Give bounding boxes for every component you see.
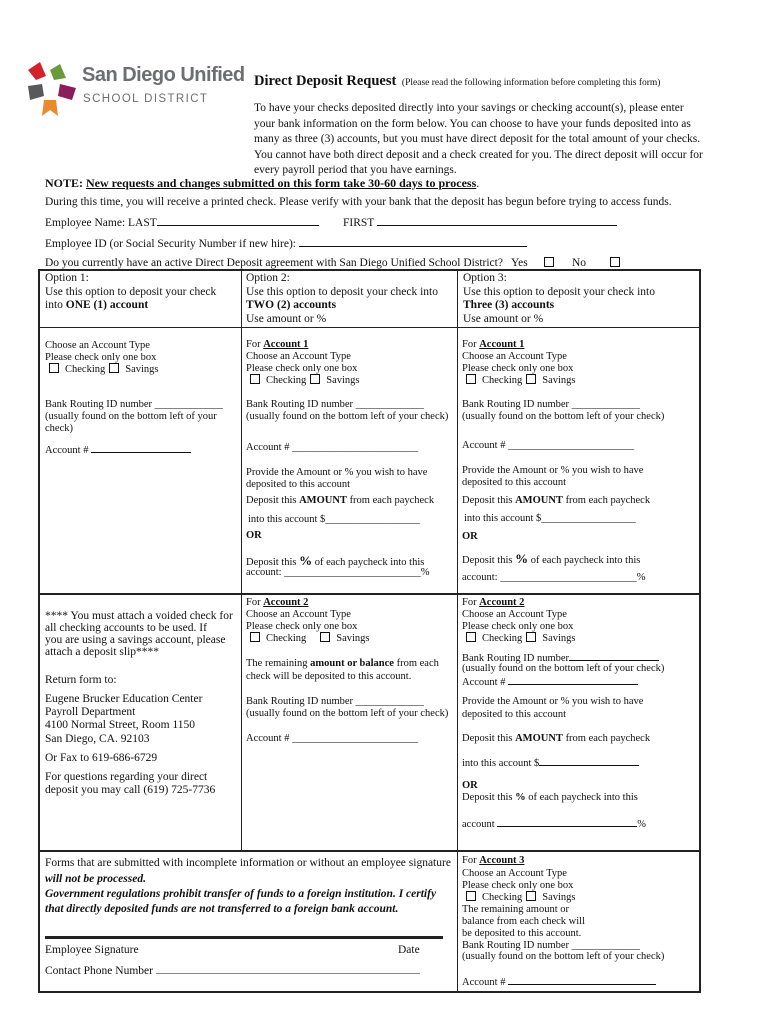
option3-title: Option 3: — [463, 272, 507, 284]
account-type-choice — [462, 632, 576, 646]
incomplete-warning: Forms that are submitted with incomplete information or without an employee signature — [45, 857, 451, 869]
intro-line: your bank information on the form below. You can choose to have your funds deposited into as — [254, 118, 691, 130]
no-option[interactable] — [572, 256, 626, 270]
text-fragment: _____________ — [571, 940, 640, 951]
blank-line[interactable] — [497, 816, 637, 827]
not-processed-text: will not be processed. — [45, 873, 146, 885]
text-fragment: Deposit this — [462, 733, 516, 744]
employee-id-label: Employee ID (or Social Security Number if new hire): — [45, 238, 297, 250]
text-fragment: Deposit this — [246, 495, 300, 506]
remaining-text: be deposited to this account. — [462, 928, 582, 939]
certification-text: Government regulations prohibit transfer of funds to a foreign institution. I certify — [45, 888, 437, 900]
table-border — [38, 269, 700, 271]
provide-amount-text: deposited to this account — [246, 479, 351, 490]
signature-label: Employee Signature — [45, 944, 139, 956]
provide-amount-text: deposited to this account — [462, 477, 567, 488]
account-type-label: Choose an Account Type — [462, 351, 567, 362]
text-fragment: For — [246, 339, 261, 350]
account-type-choice — [246, 374, 360, 388]
option1-title: Option 1: — [45, 272, 89, 284]
deposit-amount-text — [246, 494, 434, 508]
option3-desc: Use amount or % — [463, 313, 544, 325]
blank-line[interactable] — [508, 674, 638, 685]
checking-checkbox[interactable] — [466, 632, 476, 642]
text-fragment: Savings — [326, 375, 360, 386]
account-number-field[interactable] — [462, 674, 638, 690]
no-label: No — [572, 257, 587, 269]
text-fragment: _____________ — [355, 399, 424, 410]
text-fragment: Bank Routing ID number — [462, 940, 570, 951]
text-fragment: Bank Routing ID number — [246, 399, 354, 410]
note-label: NOTE: — [45, 176, 84, 190]
account-type-choice — [45, 363, 159, 377]
text-fragment: into this account $ — [462, 758, 540, 769]
routing-hint: (usually found on the bottom left of your check) — [246, 708, 449, 719]
text-fragment: Checking — [266, 375, 307, 386]
remaining-text: balance from each check will — [462, 916, 586, 927]
account-type-label: Choose an Account Type — [45, 340, 150, 351]
text-fragment: Account 2 — [479, 597, 525, 608]
option2-title: Option 2: — [246, 272, 290, 284]
blank-line[interactable] — [508, 974, 656, 985]
text-fragment: will not be processed — [45, 873, 144, 885]
check-one-label: Please check only one box — [462, 880, 574, 891]
provide-amount-text: Provide the Amount or % you wish to have — [462, 465, 644, 476]
text-fragment: ONE (1) account — [65, 299, 149, 311]
district-logo-icon — [26, 60, 80, 122]
text-fragment: __________________________% — [500, 572, 646, 583]
attach-note: attach a deposit slip**** — [45, 646, 160, 658]
text-fragment: Bank Routing ID number — [45, 399, 153, 410]
text-fragment: Account # — [246, 442, 290, 453]
deposit-amount-text — [462, 494, 650, 508]
text-fragment: Checking — [482, 633, 523, 644]
logo-subtitle: SCHOOL DISTRICT — [83, 93, 209, 105]
routing-hint: (usually found on the bottom left of your check) — [462, 951, 665, 962]
text-fragment: into — [45, 299, 66, 311]
or-label: OR — [462, 531, 478, 542]
check-one-label: Please check only one box — [462, 363, 574, 374]
attach-note: you are using a savings account, please — [45, 634, 226, 646]
percent-field[interactable] — [462, 571, 645, 585]
account-type-label: Choose an Account Type — [246, 351, 351, 362]
text-fragment: Account # — [462, 440, 506, 451]
percent-field[interactable] — [246, 566, 429, 580]
text-fragment: For — [246, 597, 261, 608]
blank-line[interactable] — [569, 650, 659, 661]
option1-desc: Use this option to deposit your check — [45, 286, 217, 298]
yes-checkbox[interactable] — [544, 257, 554, 267]
option2-desc: Use this option to deposit your check into — [246, 286, 438, 298]
active-question-text: Do you currently have an active Direct Deposit agreement with San Diego Unified School District? — [45, 257, 503, 269]
text-fragment: Deposit this — [462, 792, 516, 803]
routing-hint: (usually found on the bottom left of your check) — [462, 663, 665, 674]
yes-label: Yes — [511, 257, 528, 269]
or-label: OR — [462, 780, 478, 791]
account-type-label: Choose an Account Type — [462, 609, 567, 620]
text-fragment: account: — [462, 572, 498, 583]
row-divider — [38, 593, 700, 595]
provide-amount-text: Provide the Amount or % you wish to have — [246, 467, 428, 478]
row-divider — [38, 850, 700, 852]
employee-id-field[interactable] — [45, 236, 527, 251]
intro-line: To have your checks deposited directly into your savings or checking account(s), please enter — [254, 102, 684, 114]
text-fragment: Checking — [266, 633, 307, 644]
during-text: During this time, you will receive a printed check. Please verify with your bank that the deposit has begun before trying to access funds. — [45, 196, 672, 208]
text-fragment: % — [637, 819, 647, 830]
text-fragment: Contact Phone Number — [45, 965, 153, 977]
row-divider — [38, 327, 700, 328]
text-fragment: account — [462, 819, 495, 830]
savings-checkbox[interactable] — [320, 632, 330, 642]
text-fragment: Savings — [542, 892, 576, 903]
savings-checkbox[interactable] — [526, 374, 536, 384]
deposit-amount-text — [462, 732, 650, 746]
text-fragment: Account 1 — [479, 339, 525, 350]
blank-line[interactable] — [377, 215, 617, 226]
text-fragment: from each paycheck — [562, 495, 651, 506]
text-fragment: Savings — [125, 364, 159, 375]
text-fragment: from each paycheck — [346, 495, 435, 506]
account-number-field[interactable] — [462, 974, 656, 990]
option3-desc: Use this option to deposit your check into — [463, 286, 655, 298]
routing-hint: check) — [45, 423, 73, 434]
text-fragment: Deposit this — [246, 557, 300, 568]
fax-text: Or Fax to 619-686-6729 — [45, 752, 158, 764]
account-number-field[interactable] — [246, 732, 418, 746]
text-fragment: into this account $ — [464, 513, 542, 524]
savings-checkbox[interactable] — [310, 374, 320, 384]
option2-desc: Use amount or % — [246, 313, 327, 325]
savings-checkbox[interactable] — [526, 891, 536, 901]
signature-line[interactable] — [45, 936, 443, 939]
title-text: Direct Deposit Request — [254, 73, 397, 89]
text-fragment: _____________ — [355, 696, 424, 707]
text-fragment: amount or balance — [310, 658, 394, 669]
check-one-label: Please check only one box — [462, 621, 574, 632]
table-border — [38, 269, 40, 993]
note-end: . — [476, 176, 480, 190]
account-number-field[interactable] — [246, 441, 418, 455]
text-fragment: Checking — [482, 892, 523, 903]
address-line: 4100 Normal Street, Room 1150 — [45, 719, 196, 731]
text-fragment: % — [515, 792, 526, 803]
text-fragment: AMOUNT — [515, 733, 563, 744]
text-fragment: account: — [246, 567, 282, 578]
blank-line[interactable] — [157, 215, 319, 226]
checking-checkbox[interactable] — [250, 374, 260, 384]
text-fragment: __________________________% — [284, 567, 430, 578]
blank-line[interactable] — [91, 442, 191, 453]
note-text: New requests and changes submitted on this form take 30-60 days to process — [86, 176, 477, 190]
date-label: Date — [398, 944, 420, 956]
column-divider — [241, 269, 242, 850]
text-fragment: AMOUNT — [299, 495, 347, 506]
text-fragment: _____________ — [154, 399, 223, 410]
text-fragment: Savings — [542, 375, 576, 386]
no-checkbox[interactable] — [610, 257, 620, 267]
text-fragment: AMOUNT — [515, 495, 563, 506]
amount-field[interactable] — [464, 512, 636, 526]
return-label: Return form to: — [45, 674, 117, 686]
check-one-label: Please check only one box — [45, 352, 157, 363]
text-fragment: The remaining — [246, 658, 311, 669]
text-fragment: from each paycheck — [562, 733, 651, 744]
for-account-3 — [462, 854, 524, 868]
text-fragment: % — [299, 553, 313, 568]
routing-hint: (usually found on the bottom left of your check) — [246, 411, 449, 422]
text-fragment: % — [515, 551, 529, 566]
text-fragment: from each — [393, 658, 439, 669]
blank-line[interactable] — [156, 963, 420, 974]
account-number-field[interactable] — [45, 442, 191, 458]
text-fragment: Bank Routing ID number — [246, 696, 354, 707]
remaining-text: The remaining amount or — [462, 904, 570, 915]
contact-phone-field[interactable] — [45, 963, 420, 978]
or-label: OR — [246, 530, 262, 541]
remaining-text: check will be deposited to this account. — [246, 671, 412, 682]
text-fragment: __________________ — [325, 514, 420, 525]
title-note: (Please read the following information before completing this form) — [401, 78, 661, 88]
deposit-percent-text — [462, 791, 638, 805]
text-fragment: ________________________ — [508, 440, 635, 451]
text-fragment: Bank Routing ID number — [462, 399, 570, 410]
checking-checkbox[interactable] — [466, 374, 476, 384]
routing-hint: (usually found on the bottom left of your — [45, 411, 217, 422]
intro-line: every payroll period that you have earnings. — [254, 164, 457, 176]
last-name-label: Employee Name: LAST — [45, 217, 157, 229]
first-name-label: FIRST — [343, 217, 375, 229]
text-fragment: Bank Routing ID number — [462, 653, 570, 664]
savings-checkbox[interactable] — [109, 363, 119, 373]
text-fragment: _____________ — [571, 399, 640, 410]
text-fragment: Account 2 — [263, 597, 309, 608]
column-divider — [457, 269, 458, 993]
questions-text: For questions regarding your direct — [45, 771, 208, 783]
text-fragment: Account # — [45, 445, 89, 456]
text-fragment: For — [462, 597, 477, 608]
table-border — [699, 269, 701, 993]
text-fragment: Account # — [462, 977, 506, 988]
checking-checkbox[interactable] — [49, 363, 59, 373]
questions-text: deposit you may call (619) 725-7736 — [45, 784, 216, 796]
text-fragment: of each paycheck into this — [528, 555, 641, 566]
text-fragment: Checking — [482, 375, 523, 386]
routing-hint: (usually found on the bottom left of your check) — [462, 411, 665, 422]
checking-checkbox[interactable] — [466, 891, 476, 901]
percent-field[interactable] — [462, 816, 646, 832]
logo-name: San Diego Unified — [82, 64, 245, 86]
account-type-label: Choose an Account Type — [462, 868, 567, 879]
blank-line[interactable] — [299, 236, 527, 247]
employee-first-name-field[interactable] — [343, 215, 617, 230]
text-fragment: of each paycheck into this — [525, 792, 638, 803]
text-fragment: Deposit this — [462, 555, 516, 566]
text-fragment: Savings — [542, 633, 576, 644]
deposit-percent-text — [462, 552, 640, 568]
text-fragment: Account # — [246, 733, 290, 744]
checking-checkbox[interactable] — [250, 632, 260, 642]
account-number-field[interactable] — [462, 439, 634, 453]
text-fragment: into this account $ — [248, 514, 326, 525]
attach-note: all checking accounts to be used. If — [45, 622, 207, 634]
address-line: Payroll Department — [45, 706, 136, 718]
option3-desc: Three (3) accounts — [463, 299, 555, 311]
address-line: Eugene Brucker Education Center — [45, 693, 203, 705]
text-fragment: of each paycheck into this — [312, 557, 425, 568]
yes-option[interactable] — [511, 256, 560, 270]
provide-amount-text: Provide the Amount or % you wish to have — [462, 696, 644, 707]
text-fragment: ________________________ — [292, 442, 419, 453]
active-agreement-question — [45, 256, 503, 270]
option1-desc — [45, 298, 148, 312]
certification-text: that directly deposited funds are not transferred to a foreign bank account. — [45, 903, 399, 915]
check-one-label: Please check only one box — [246, 363, 358, 374]
intro-line: You cannot have both direct deposit and a check created for you. The direct deposit will occur for — [254, 149, 703, 161]
provide-amount-text: deposited to this account — [462, 709, 567, 720]
account-type-choice — [246, 632, 370, 646]
text-fragment: Account # — [462, 677, 506, 688]
processing-note — [45, 176, 479, 190]
amount-field[interactable] — [462, 755, 639, 771]
option2-desc: TWO (2) accounts — [246, 299, 337, 311]
employee-last-name-field[interactable] — [45, 215, 319, 230]
blank-line[interactable] — [539, 755, 639, 766]
account-type-label: Choose an Account Type — [246, 609, 351, 620]
text-fragment: For — [462, 339, 477, 350]
check-one-label: Please check only one box — [246, 621, 358, 632]
address-line: San Diego, CA. 92103 — [45, 733, 150, 745]
text-fragment: __________________ — [541, 513, 636, 524]
account-type-choice — [462, 374, 576, 388]
text-fragment: Account 1 — [263, 339, 309, 350]
remaining-text — [246, 657, 439, 671]
savings-checkbox[interactable] — [526, 632, 536, 642]
text-fragment: ________________________ — [292, 733, 419, 744]
text-fragment: Checking — [65, 364, 106, 375]
text-fragment: Savings — [336, 633, 370, 644]
table-border — [38, 991, 700, 993]
text-fragment: For — [462, 855, 477, 866]
text-fragment: Account 3 — [479, 855, 525, 866]
form-title — [254, 72, 660, 92]
text-fragment: Deposit this — [462, 495, 516, 506]
attach-note: **** You must attach a voided check for — [45, 610, 233, 622]
amount-field[interactable] — [248, 513, 420, 527]
intro-line: many as three (3) accounts, but you must have direct deposit for the total amount of your checks. — [254, 133, 701, 145]
